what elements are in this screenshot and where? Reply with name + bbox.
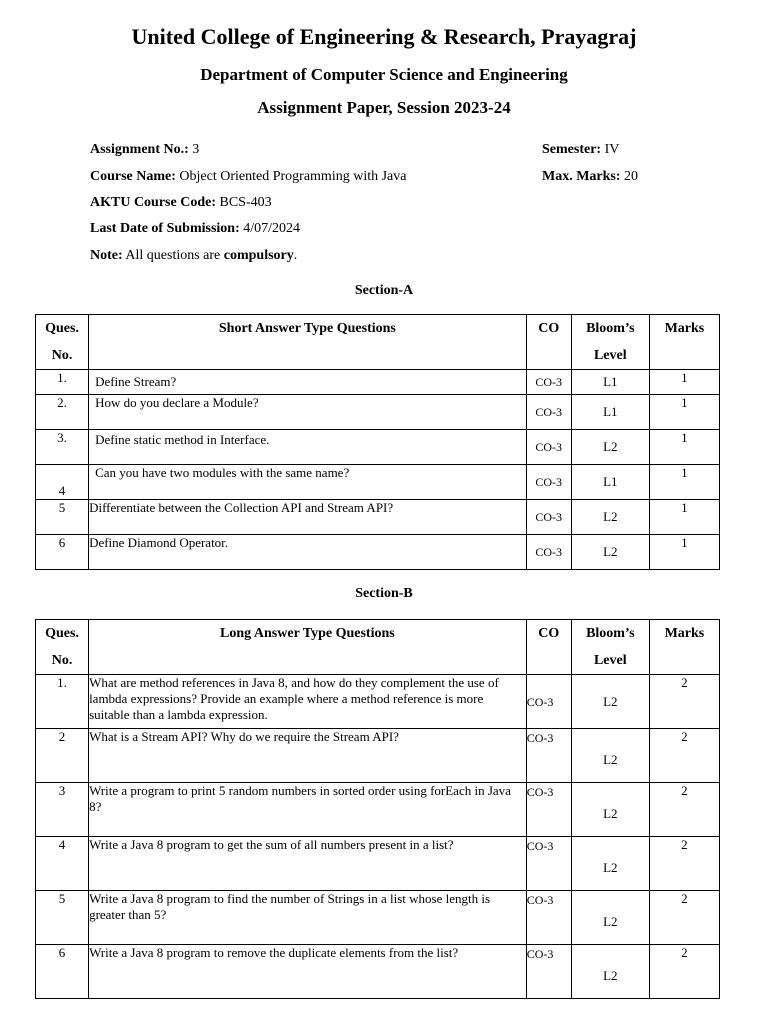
section-a-header-row xyxy=(36,315,720,370)
note xyxy=(90,248,297,264)
question-text: Write a Java 8 program to find the number of Strings in a list whose length is greater than 5? xyxy=(89,891,527,945)
question-header: Short Answer Type Questions xyxy=(89,315,527,370)
max-marks-value: 20 xyxy=(624,169,639,184)
table-row xyxy=(36,370,720,395)
ques-header-line1: Ques. xyxy=(45,321,79,336)
question-text: Write a program to print 5 random numbers in sorted order using forEach in Java 8? xyxy=(89,783,527,837)
co-value: CO-3 xyxy=(526,535,571,570)
table-row xyxy=(36,891,720,945)
question-number: 4 xyxy=(36,837,89,891)
college-title: United College of Engineering & Research, Prayagraj xyxy=(131,24,637,49)
question-text: Write a Java 8 program to remove the duplicate elements from the list? xyxy=(89,945,527,999)
bloom-level: L1 xyxy=(571,395,649,430)
marks-value: 1 xyxy=(649,535,719,570)
question-number: 1. xyxy=(36,370,89,395)
course-code xyxy=(90,195,272,211)
table-row xyxy=(36,837,720,891)
marks-value: 2 xyxy=(649,783,719,837)
table-row xyxy=(36,535,720,570)
question-header: Long Answer Type Questions xyxy=(89,620,527,675)
co-value: CO-3 xyxy=(526,395,571,430)
co-value: CO-3 xyxy=(526,837,571,891)
co-header: CO xyxy=(526,620,571,675)
bloom-level: L2 xyxy=(571,535,649,570)
table-row xyxy=(36,783,720,837)
marks-value: 1 xyxy=(649,465,719,500)
submission-date xyxy=(90,221,300,237)
section-a-table xyxy=(35,314,720,570)
section-b-table xyxy=(35,619,720,999)
question-number: 3. xyxy=(36,430,89,465)
co-value: CO-3 xyxy=(526,430,571,465)
session-title: Assignment Paper, Session 2023-24 xyxy=(257,98,511,117)
marks-header: Marks xyxy=(649,315,719,370)
bloom-level: L2 xyxy=(571,500,649,535)
code-value: BCS-403 xyxy=(219,195,272,210)
bloom-level: L2 xyxy=(571,945,649,999)
bloom-header xyxy=(571,315,649,370)
marks-value: 2 xyxy=(649,891,719,945)
question-text: Differentiate between the Collection API and Stream API? xyxy=(89,500,527,535)
co-value: CO-3 xyxy=(526,729,571,783)
bloom-level: L2 xyxy=(571,675,649,729)
question-text: Define Diamond Operator. xyxy=(89,535,527,570)
date-value: 4/07/2024 xyxy=(243,221,301,236)
assignment-number xyxy=(90,142,199,158)
co-value: CO-3 xyxy=(526,891,571,945)
question-text xyxy=(89,430,527,465)
question-text xyxy=(89,395,527,430)
marks-value: 1 xyxy=(649,395,719,430)
marks-value: 2 xyxy=(649,837,719,891)
question-text xyxy=(89,465,527,500)
semester-value: IV xyxy=(604,142,620,157)
co-value: CO-3 xyxy=(526,675,571,729)
marks-value: 1 xyxy=(649,430,719,465)
semester xyxy=(542,142,619,158)
course-label: Course Name: xyxy=(90,169,176,184)
bloom-level: L1 xyxy=(571,465,649,500)
table-row xyxy=(36,729,720,783)
bloom-level: L2 xyxy=(571,837,649,891)
question-number: 6 xyxy=(36,945,89,999)
question-text xyxy=(89,370,527,395)
question-text-content: Define Stream? xyxy=(95,374,177,389)
table-row xyxy=(36,465,720,500)
bloom-level: L2 xyxy=(571,891,649,945)
co-value: CO-3 xyxy=(526,945,571,999)
question-text: What is a Stream API? Why do we require the Stream API? xyxy=(89,729,527,783)
question-text: What are method references in Java 8, and how do they complement the use of lambda expressions? Provide an example where a method reference is more suitable than a lambda expression. xyxy=(89,675,527,729)
question-number: 5 xyxy=(36,891,89,945)
question-number: 1. xyxy=(36,675,89,729)
max-marks-label: Max. Marks: xyxy=(542,169,621,184)
bloom-header-line2: Level xyxy=(593,653,627,668)
question-text-content: Define static method in Interface. xyxy=(95,432,270,447)
question-number: 6 xyxy=(36,535,89,570)
bloom-level: L2 xyxy=(571,729,649,783)
bloom-level: L2 xyxy=(571,430,649,465)
note-label: Note: xyxy=(90,248,123,263)
question-number: 5 xyxy=(36,500,89,535)
bloom-header-line1: Bloom’s xyxy=(586,626,635,641)
co-value: CO-3 xyxy=(526,370,571,395)
section-b-title: Section-B xyxy=(355,586,413,601)
bloom-header-line2: Level xyxy=(593,348,627,363)
marks-value: 2 xyxy=(649,729,719,783)
bloom-level: L2 xyxy=(571,783,649,837)
note-text: All questions are xyxy=(125,248,221,263)
max-marks xyxy=(542,169,638,185)
bloom-header-line1: Bloom’s xyxy=(586,321,635,336)
assignment-value: 3 xyxy=(192,142,200,157)
ques-no-header xyxy=(36,315,89,370)
note-bold: compulsory xyxy=(223,248,294,263)
question-text-content: Can you have two modules with the same name? xyxy=(95,465,350,480)
table-row xyxy=(36,500,720,535)
table-row xyxy=(36,945,720,999)
table-row xyxy=(36,430,720,465)
bloom-level: L1 xyxy=(571,370,649,395)
co-value: CO-3 xyxy=(526,465,571,500)
semester-label: Semester: xyxy=(542,142,602,157)
department-title: Department of Computer Science and Engineering xyxy=(200,65,568,84)
table-row xyxy=(36,675,720,729)
ques-header-line1: Ques. xyxy=(45,626,79,641)
question-number: 4 xyxy=(36,465,89,500)
marks-value: 1 xyxy=(649,370,719,395)
question-number: 3 xyxy=(36,783,89,837)
table-row xyxy=(36,395,720,430)
co-header: CO xyxy=(526,315,571,370)
question-text-content: How do you declare a Module? xyxy=(95,395,259,410)
course-name xyxy=(90,169,406,185)
ques-header-line2: No. xyxy=(51,348,73,363)
marks-value: 1 xyxy=(649,500,719,535)
ques-no-header xyxy=(36,620,89,675)
co-value: CO-3 xyxy=(526,500,571,535)
marks-value: 2 xyxy=(649,675,719,729)
note-end: . xyxy=(293,248,298,263)
code-label: AKTU Course Code: xyxy=(90,195,216,210)
marks-header: Marks xyxy=(649,620,719,675)
question-text: Write a Java 8 program to get the sum of all numbers present in a list? xyxy=(89,837,527,891)
date-label: Last Date of Submission: xyxy=(90,221,240,236)
course-value: Object Oriented Programming with Java xyxy=(179,169,407,184)
ques-header-line2: No. xyxy=(51,653,73,668)
section-a-title: Section-A xyxy=(354,283,414,298)
question-number: 2. xyxy=(36,395,89,430)
bloom-header xyxy=(571,620,649,675)
assignment-label: Assignment No.: xyxy=(90,142,189,157)
section-b-header-row xyxy=(36,620,720,675)
question-number: 2 xyxy=(36,729,89,783)
co-value: CO-3 xyxy=(526,783,571,837)
marks-value: 2 xyxy=(649,945,719,999)
